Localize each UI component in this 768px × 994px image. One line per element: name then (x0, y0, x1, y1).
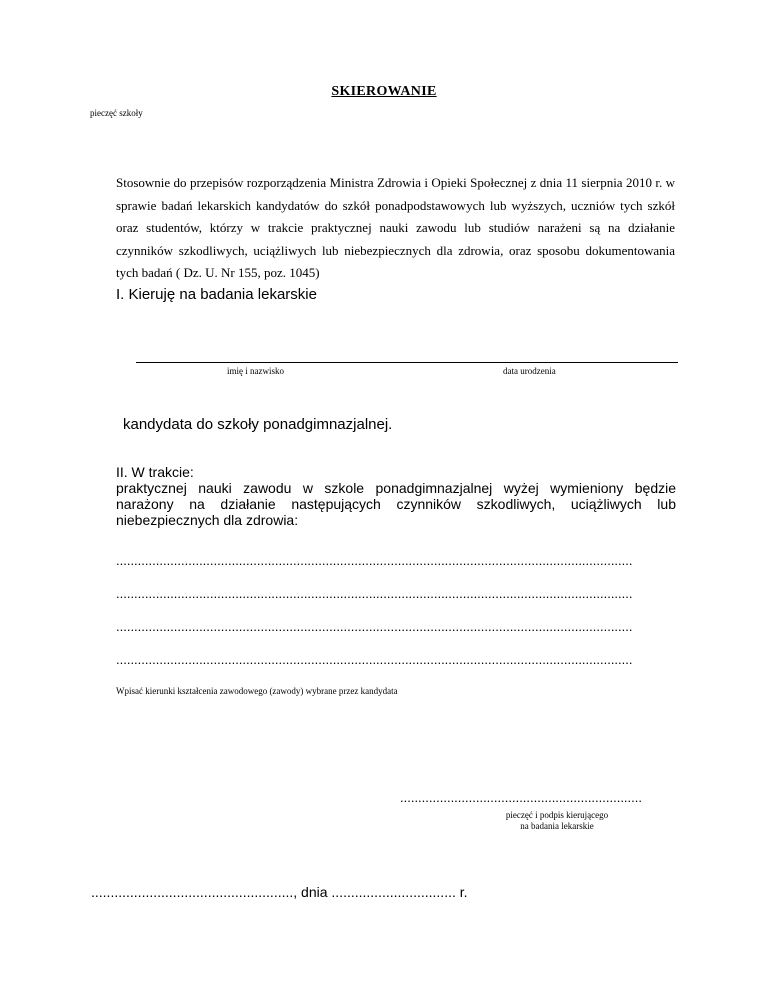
document-title: SKIEROWANIE (331, 84, 437, 99)
name-dob-line (136, 362, 678, 363)
signature-caption-line1: pieczęć i podpis kierującego (505, 810, 609, 820)
candidate-text: kandydata do szkoły ponadgimnazjalnej. (123, 416, 393, 433)
name-label: imię i nazwisko (227, 366, 284, 376)
signature-caption (440, 810, 674, 832)
signature-caption-line2: na badania lekarskie (520, 821, 594, 831)
fill-line-1: ............................................................................................................................................... (116, 553, 633, 568)
dob-label: data urodzenia (503, 366, 556, 376)
school-stamp-label: pieczęć szkoły (90, 108, 143, 118)
section2-text: praktycznej nauki zawodu w szkole ponadgimnazjalnej wyżej wymieniony będzie narażony na działanie następujących czynników szkodliwych, uciążliwych lub niebezpiecznych dla zdrowia: (116, 480, 676, 528)
intro-paragraph: Stosownie do przepisów rozporządzenia Ministra Zdrowia i Opieki Społecznej z dnia 11 sierpnia 2010 r. w sprawie badań lekarskich kandydatów do szkół ponadpodstawowych lub wyższych, uczniów tych szkół oraz studentów, którzy w trakcie praktycznej nauki zawodu lub studiów narażeni są na działanie czynników szkodliwych, uciążliwych lub niebezpiecznych dla zdrowia, oraz sposobu dokumentowania tych badań ( Dz. U. Nr 155, poz. 1045) (116, 175, 675, 280)
fill-line-2: ............................................................................................................................................... (116, 586, 633, 601)
section2-heading: II. W trakcie: (116, 464, 194, 480)
fill-line-3: ............................................................................................................................................... (116, 619, 633, 634)
instruction-note: Wpisać kierunki kształcenia zawodowego (zawody) wybrane przez kandydata (116, 686, 398, 696)
place-date-line: ...................................................., dnia ................................ r. (91, 884, 468, 900)
section1-heading: I. Kieruję na badania lekarskie (116, 286, 317, 303)
signature-line: ................................................................... (400, 790, 642, 805)
fill-line-4: ............................................................................................................................................... (116, 652, 633, 667)
